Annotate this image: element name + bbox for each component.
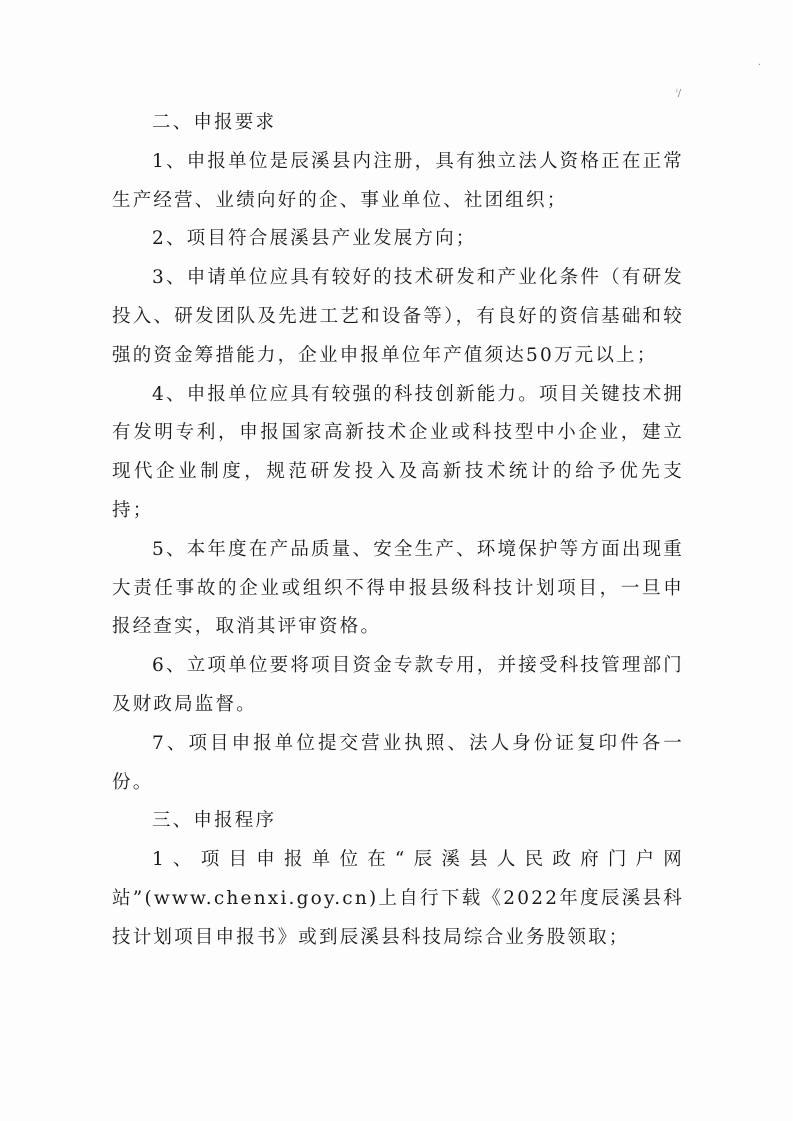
section-heading-requirements: 二、申报要求	[152, 112, 277, 133]
scan-artifact-mark: ⁱ/	[676, 88, 682, 99]
requirement-item-1: 1、申报单位是辰溪县内注册，具有独立法人资格正在正常生产经营、业绩向好的企、事业单位、社团组织；	[112, 150, 684, 211]
requirement-item-2: 2、项目符合展溪县产业发展方向；	[152, 228, 477, 250]
requirement-item-7: 7、项目申报单位提交营业执照、法人身份证复印件各一份。	[112, 732, 684, 793]
scan-artifact-dot: ·	[758, 60, 762, 71]
requirement-item-3: 3、申请单位应具有较好的技术研发和产业化条件（有研发投入、研发团队及先进工艺和设备等），有良好的资信基础和较强的资金筹措能力，企业申报单位年产值须达50万元以上；	[112, 267, 684, 366]
requirement-item-5: 5、本年度在产品质量、安全生产、环境保护等方面出现重大责任事故的企业或组织不得申报县级科技计划项目，一旦申报经查实，取消其评审资格。	[112, 538, 684, 638]
requirement-item-4: 4、申报单位应具有较强的科技创新能力。项目关键技术拥有发明专利，申报国家高新技术企业或科技型中小企业，建立现代企业制度，规范研发投入及高新技术统计的给予优先支持；	[112, 383, 684, 521]
document-body	[112, 104, 684, 958]
procedure-item-1: 1、项目申报单位在“辰溪县人民政府门户网站”(www.chenxi.goy.cn)上自行下载《2022年度辰溪县科技计划项目申报书》或到辰溪县科技局综合业务股领取；	[112, 849, 684, 948]
requirement-item-6: 6、立项单位要将项目资金专款专用，并接受科技管理部门及财政局监督。	[112, 655, 684, 715]
section-heading-procedure: 三、申报程序	[152, 810, 277, 832]
